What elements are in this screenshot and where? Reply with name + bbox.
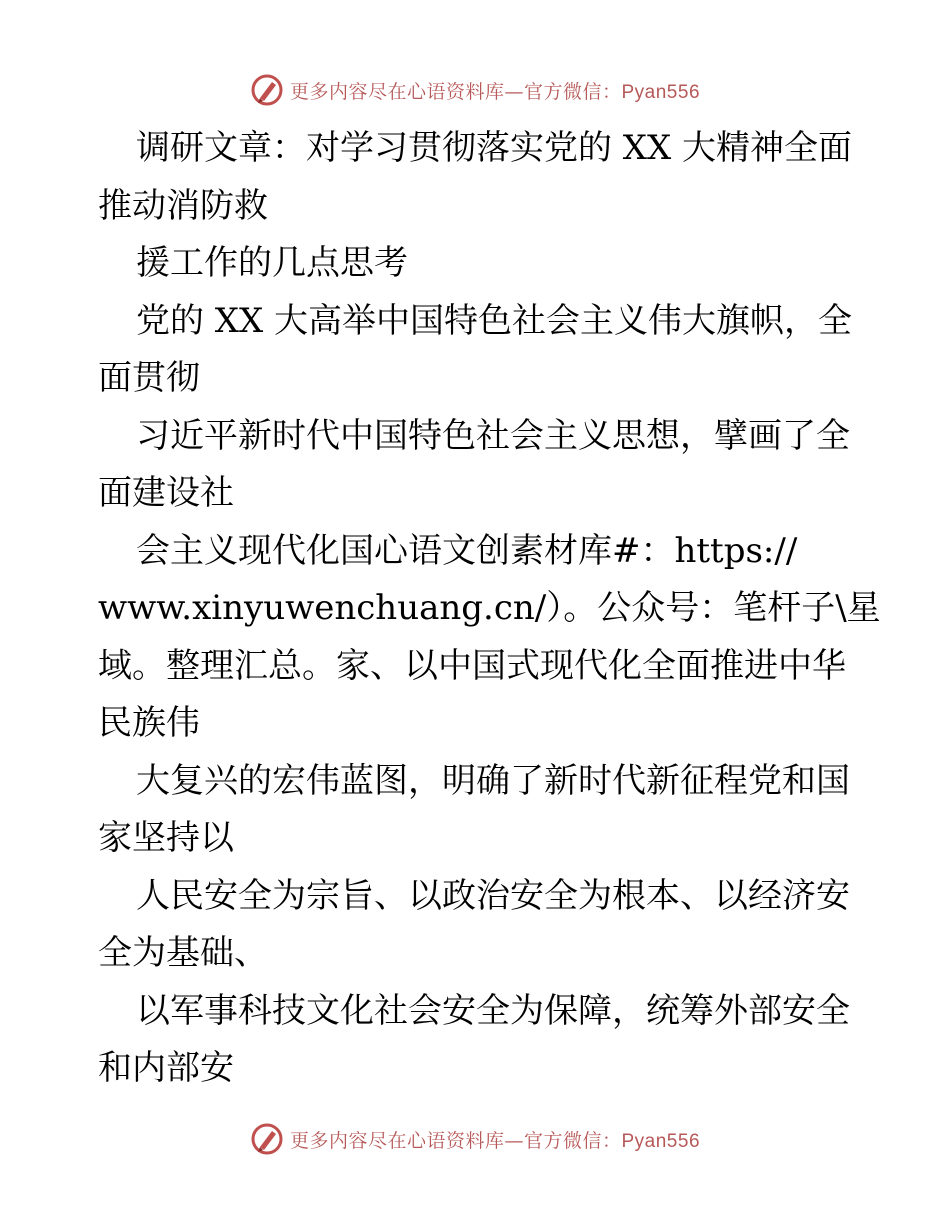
text-line: 人民安全为宗旨、以政治安全为根本、以经济安 [136,875,850,916]
text-line: 域。整理汇总。家、以中国式现代化全面推进中华 [98,645,846,686]
header-banner [0,70,950,110]
text-line: 习近平新时代中国特色社会主义思想，擘画了全 [136,415,850,456]
text-line: 和内部安 [98,1048,234,1088]
text-line: 会主义现代化国心语文创素材库#：https:// [136,530,798,571]
text-line: 以军事科技文化社会安全为保障，统筹外部安全 [136,990,850,1031]
pen-logo-icon [250,1122,284,1156]
text-line: 家坚持以 [98,818,234,858]
text-line: www.xinyuwenchuang.cn/）。公众号：笔杆子\星 [98,588,881,628]
body-text [98,120,881,1098]
footer-banner-text: 更多内容尽在心语资料库—官方微信：Pyan556 [289,1129,701,1152]
text-line: 面贯彻 [98,358,200,398]
text-line: 党的 XX 大高举中国特色社会主义伟大旗帜，全 [136,300,853,341]
text-line: 推动消防救 [98,185,268,226]
text-line: 援工作的几点思考 [136,243,408,283]
text-line: 面建设社 [98,473,234,513]
text-line: 全为基础、 [98,933,268,973]
text-line: 大复兴的宏伟蓝图，明确了新时代新征程党和国 [136,760,850,801]
pen-logo-icon [250,73,284,107]
header-banner-text: 更多内容尽在心语资料库—官方微信：Pyan556 [289,80,701,103]
footer-banner [0,1119,950,1159]
text-line: 调研文章：对学习贯彻落实党的 XX 大精神全面 [136,128,853,168]
text-line: 民族伟 [98,703,200,743]
